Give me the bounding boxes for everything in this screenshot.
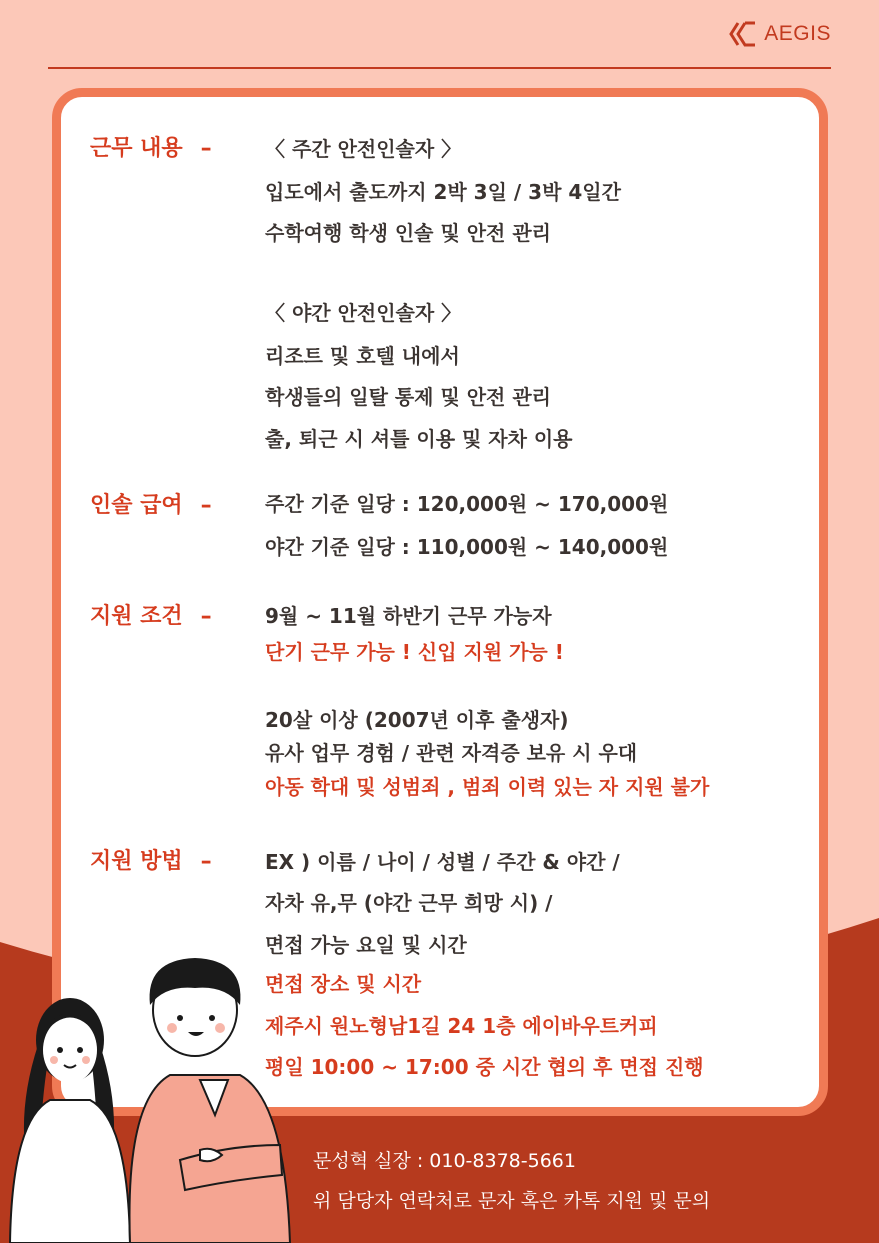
conditions-line-warning: 아동 학대 및 성범죄 , 범죄 이력 있는 자 지원 불가	[265, 775, 710, 799]
contact-note: 위 담당자 연락처로 문자 혹은 카톡 지원 및 문의	[313, 1190, 711, 1212]
interview-address: 제주시 원노형남1길 24 1층 에이바우트커피	[265, 1014, 658, 1038]
conditions-line: 유사 업무 경험 / 관련 자격증 보유 시 우대	[265, 741, 638, 765]
people-illustration	[0, 950, 300, 1243]
method-line: 면접 가능 요일 및 시간	[265, 933, 467, 957]
aegis-logo-icon	[728, 20, 758, 48]
header-divider	[48, 67, 831, 69]
pay-line: 야간 기준 일당 : 110,000원 ~ 140,000원	[265, 535, 669, 559]
brand-logo	[728, 20, 831, 48]
work-line: 수학여행 학생 인솔 및 안전 관리	[265, 221, 551, 245]
section-label-work: 근무 내용 –	[90, 136, 212, 161]
work-line: 출, 퇴근 시 셔틀 이용 및 자차 이용	[265, 427, 573, 451]
pay-line: 주간 기준 일당 : 120,000원 ~ 170,000원	[265, 492, 669, 516]
work-line: 〈 야간 안전인솔자 〉	[265, 301, 462, 325]
interview-place-title: 면접 장소 및 시간	[265, 972, 422, 996]
brand-name: AEGIS	[764, 22, 831, 45]
contact-phone: 문성혁 실장 : 010-8378-5661	[313, 1150, 576, 1172]
section-label-pay: 인솔 급여 –	[90, 493, 212, 518]
method-line: 자차 유,무 (야간 근무 희망 시) /	[265, 891, 553, 915]
work-line: 〈 주간 안전인솔자 〉	[265, 137, 462, 161]
conditions-line-highlight: 단기 근무 가능 ! 신입 지원 가능 !	[265, 640, 564, 664]
conditions-line: 20살 이상 (2007년 이후 출생자)	[265, 708, 569, 732]
work-line: 학생들의 일탈 통제 및 안전 관리	[265, 385, 551, 409]
section-label-method: 지원 방법 –	[90, 849, 212, 874]
woman-figure	[10, 998, 130, 1243]
conditions-line: 9월 ~ 11월 하반기 근무 가능자	[265, 604, 552, 628]
section-label-conditions: 지원 조건 –	[90, 604, 212, 629]
work-line: 입도에서 출도까지 2박 3일 / 3박 4일간	[265, 180, 621, 204]
method-line: EX ) 이름 / 나이 / 성별 / 주간 & 야간 /	[265, 850, 620, 874]
man-figure	[130, 958, 291, 1243]
interview-time: 평일 10:00 ~ 17:00 중 시간 협의 후 면접 진행	[265, 1055, 704, 1079]
work-line: 리조트 및 호텔 내에서	[265, 344, 460, 368]
